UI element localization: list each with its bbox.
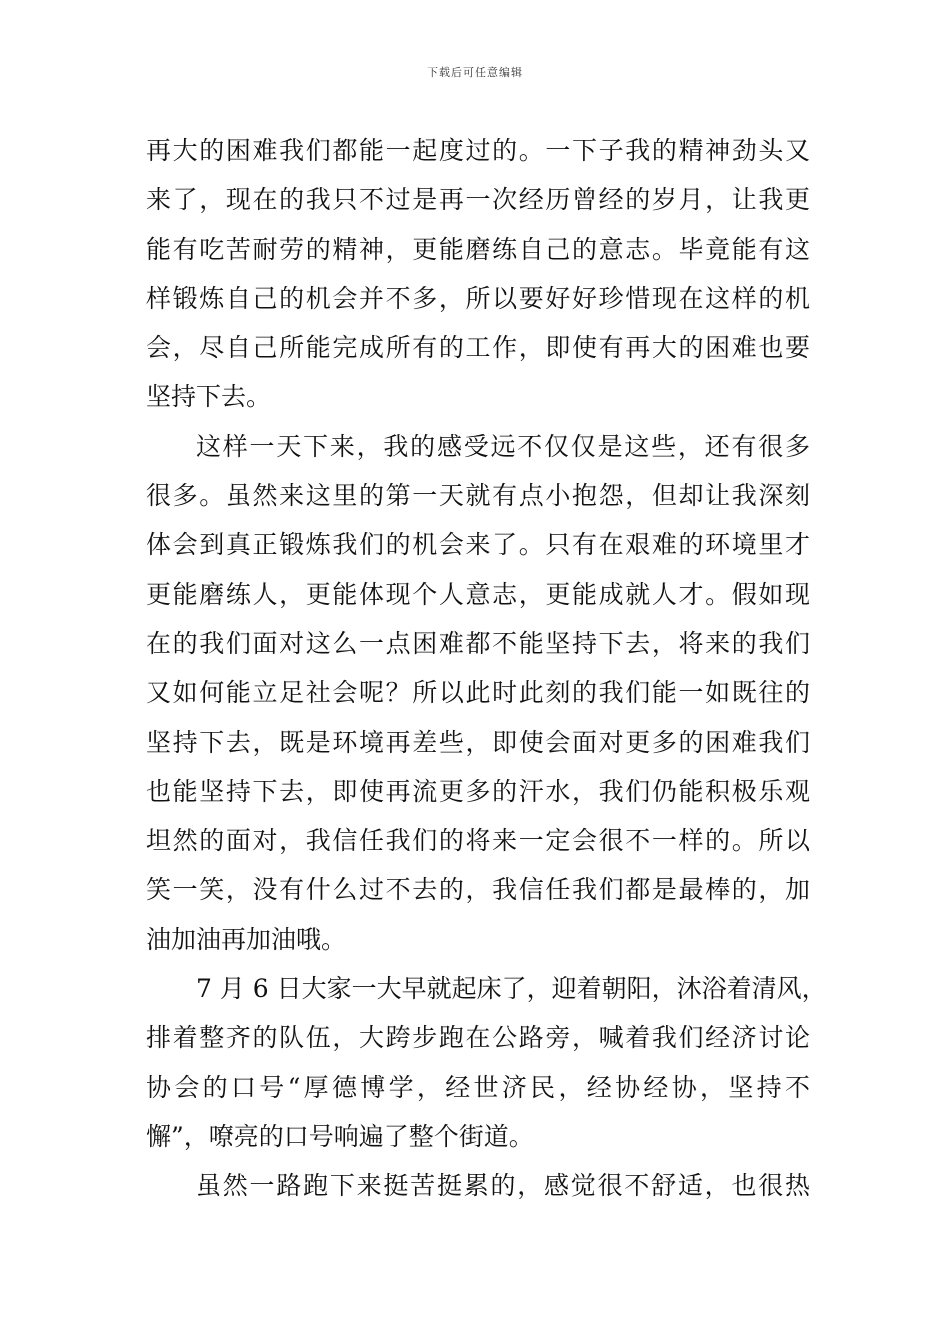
text-line: 体会到真正锻炼我们的机会来了。只有在艰难的环境里才 [146,530,810,560]
text-line: 坦然的面对，我信任我们的将来一定会很不一样的。所以 [146,826,810,856]
text-line: 笑一笑，没有什么过不去的，我信任我们都是最棒的，加 [146,875,810,905]
text-line: 样锻炼自己的机会并不多，所以要好好珍惜现在这样的机 [146,283,810,313]
text-line: 来了，现在的我只不过是再一次经历曾经的岁月，让我更 [146,185,810,215]
text-line: 协会的口号“厚德博学，经世济民，经协经协，坚持不 [146,1072,810,1102]
document-body [146,126,827,1211]
text-line: 油加油再加油哦。 [146,924,347,954]
text-line: 懈”，嘹亮的口号响遍了整个街道。 [146,1121,534,1151]
text-line: 也能坚持下去，即使再流更多的汗水，我们仍能积极乐观 [146,776,810,806]
text-line: 很多。虽然来这里的第一天就有点小抱怨，但却让我深刻 [146,481,810,511]
page-header: 下载后可任意编辑 [427,66,523,79]
text-line: 会，尽自己所能完成所有的工作，即使有再大的困难也要 [146,333,810,363]
text-line: 这样一天下来，我的感受远不仅仅是这些，还有很多 [196,431,810,461]
text-line: 坚持下去。 [146,382,272,412]
text-line: 又如何能立足社会呢？所以此时此刻的我们能一如既往的 [146,678,810,708]
text-line: 能有吃苦耐劳的精神，更能磨练自己的意志。毕竟能有这 [146,234,810,264]
text-line: 虽然一路跑下来挺苦挺累的，感觉很不舒适，也很热 [196,1171,810,1201]
text-line: 再大的困难我们都能一起度过的。一下子我的精神劲头又 [146,136,810,165]
text-line: 在的我们面对这么一点困难都不能坚持下去，将来的我们 [146,628,810,658]
text-line: 更能磨练人，更能体现个人意志，更能成就人才。假如现 [146,579,810,609]
text-line: 坚持下去，既是环境再差些，即使会面对更多的困难我们 [146,727,810,757]
text-line: 排着整齐的队伍，大跨步跑在公路旁，喊着我们经济讨论 [146,1023,810,1053]
text-line: 7 月 6 日大家一大早就起床了，迎着朝阳，沐浴着清风， [196,974,827,1004]
